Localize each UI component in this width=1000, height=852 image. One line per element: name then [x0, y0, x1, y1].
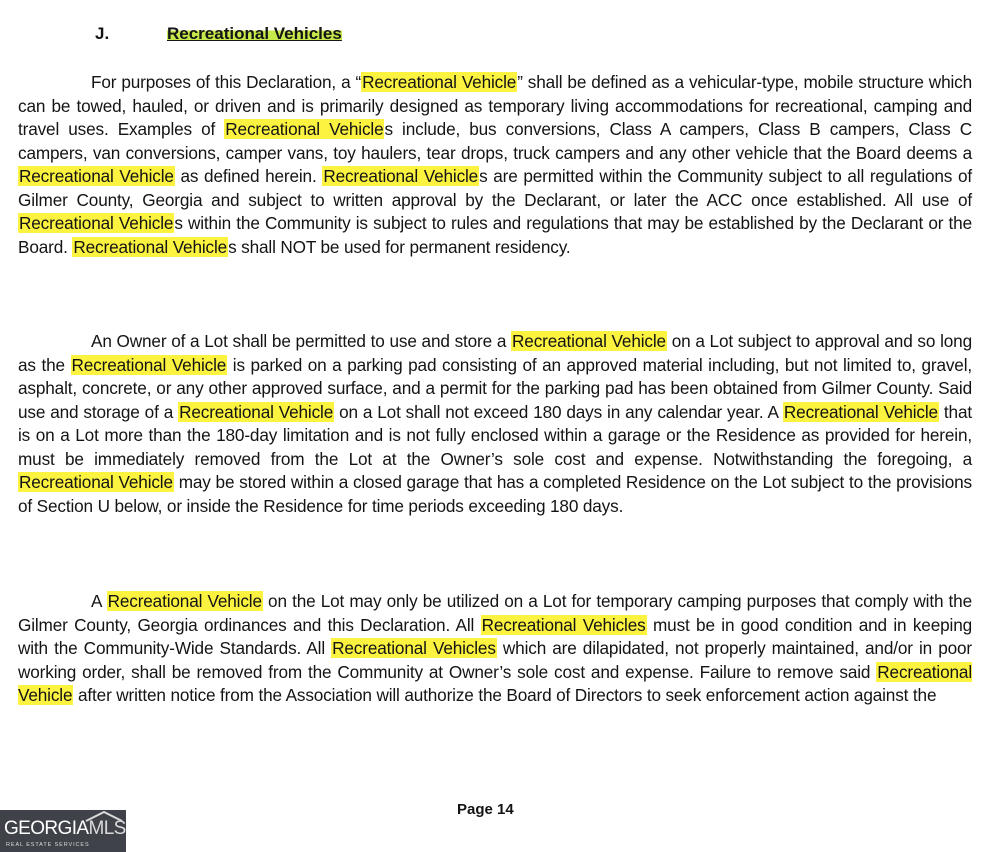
- text-run: that is on a Lot more than the 180-day limitation and is not fully enclosed within a garage or the Residence as provided for herein, must be immediately removed from the Lot at the Owner’s sole cost and expense. Notwithstanding the foregoing, a: [18, 401, 972, 469]
- section-letter: J.: [95, 24, 110, 43]
- highlighted-term: Recreational Vehicle: [179, 401, 334, 422]
- text-run: after written notice from the Association will authorize the Board of Directors to seek enforcement action against the: [73, 685, 937, 705]
- text-run: on a Lot subject to approval and so long as the: [18, 331, 972, 375]
- highlighted-term: Recreational Vehicle: [19, 472, 173, 492]
- paragraph-body: [18, 590, 972, 708]
- text-run: An Owner of a Lot shall be permitted to use and store a: [91, 331, 512, 351]
- text-run: on the Lot may only be utilized on a Lot for temporary camping purposes that comply with the Gilmer County, Georgia ordinances and this Declaration. All: [18, 591, 972, 635]
- text-run: s include, bus conversions, Class A campers, Class B campers, Class C campers, van conversions, camper vans, toy haulers, tear drops, truck campers and any other vehicle that the Board deems a: [18, 119, 972, 163]
- paragraph-body: [18, 71, 972, 259]
- text-run: ” shall be defined as a vehicular-type, mobile structure which can be towed, hauled, or driven and is primarily designed as temporary living accommodations for recreational, camping and travel uses. Examples of: [18, 72, 973, 139]
- text-run: For purposes of this Declaration, a “: [91, 72, 362, 92]
- highlighted-term: Recreational Vehicles: [481, 614, 646, 635]
- highlighted-term: Recreational Vehicle: [362, 72, 517, 92]
- text-run: s are permitted within the Community subject to all regulations of Gilmer County, Georgia and subject to written approval by the Declarant, or later the ACC once established. All use of: [18, 166, 972, 210]
- logo-tagline: REAL ESTATE SERVICES: [6, 842, 90, 848]
- logo-brand-accent: MLS: [88, 818, 126, 839]
- text-run: is parked on a parking pad consisting of an approved material including, but not limited to, gravel, asphalt, concrete, or any other approved surface, and a permit for the parking pad has been obtained from Gilmer County. Said use and storage of a: [18, 354, 972, 422]
- highlighted-term: Recreational Vehicle: [19, 213, 174, 233]
- paragraph-storage-rules: [18, 330, 972, 518]
- highlighted-term: Recreational Vehicle: [783, 401, 938, 422]
- text-run: s within the Community is subject to rules and regulations that may be established by the Declarant or the Board.: [18, 213, 972, 257]
- paragraph-body: [18, 330, 972, 518]
- highlighted-term: Recreational Vehicle: [19, 166, 174, 186]
- highlighted-term: Recreational Vehicle: [225, 119, 384, 139]
- highlighted-term: Recreational Vehicle: [107, 591, 262, 611]
- highlighted-term: Recreational Vehicles: [332, 638, 496, 658]
- highlighted-term: Recreational Vehicle: [323, 166, 479, 186]
- text-run: A: [91, 591, 107, 611]
- text-run: s shall NOT be used for permanent residency.: [228, 236, 571, 257]
- georgia-mls-watermark-logo: [0, 810, 126, 852]
- highlighted-term: Recreational Vehicle: [71, 354, 227, 375]
- text-run: which are dilapidated, not properly maintained, and/or in poor working order, shall be removed from the Community at Owner’s sole cost and expense. Failure to remove said: [18, 638, 972, 682]
- highlighted-term: Recreational Vehicle: [18, 661, 972, 705]
- text-run: must be in good condition and in keeping with the Community-Wide Standards. All: [18, 614, 973, 658]
- logo-brand: [4, 818, 126, 840]
- page-number: Page 14: [457, 801, 514, 818]
- logo-brand-main: GEORGIA: [4, 818, 89, 839]
- paragraph-definition: [18, 71, 972, 259]
- paragraph-camping-use: [18, 590, 972, 708]
- text-run: as defined herein.: [174, 166, 323, 186]
- highlighted-term: Recreational Vehicle: [73, 236, 228, 257]
- highlighted-term: Recreational Vehicle: [512, 331, 666, 351]
- text-run: on a Lot shall not exceed 180 days in any calendar year. A: [334, 401, 783, 422]
- section-heading: [95, 24, 342, 44]
- text-run: may be stored within a closed garage that has a completed Residence on the Lot subject to the provisions of Section U below, or inside the Residence for time periods exceeding 180 days.: [18, 472, 972, 516]
- section-title: Recreational Vehicles: [167, 24, 342, 43]
